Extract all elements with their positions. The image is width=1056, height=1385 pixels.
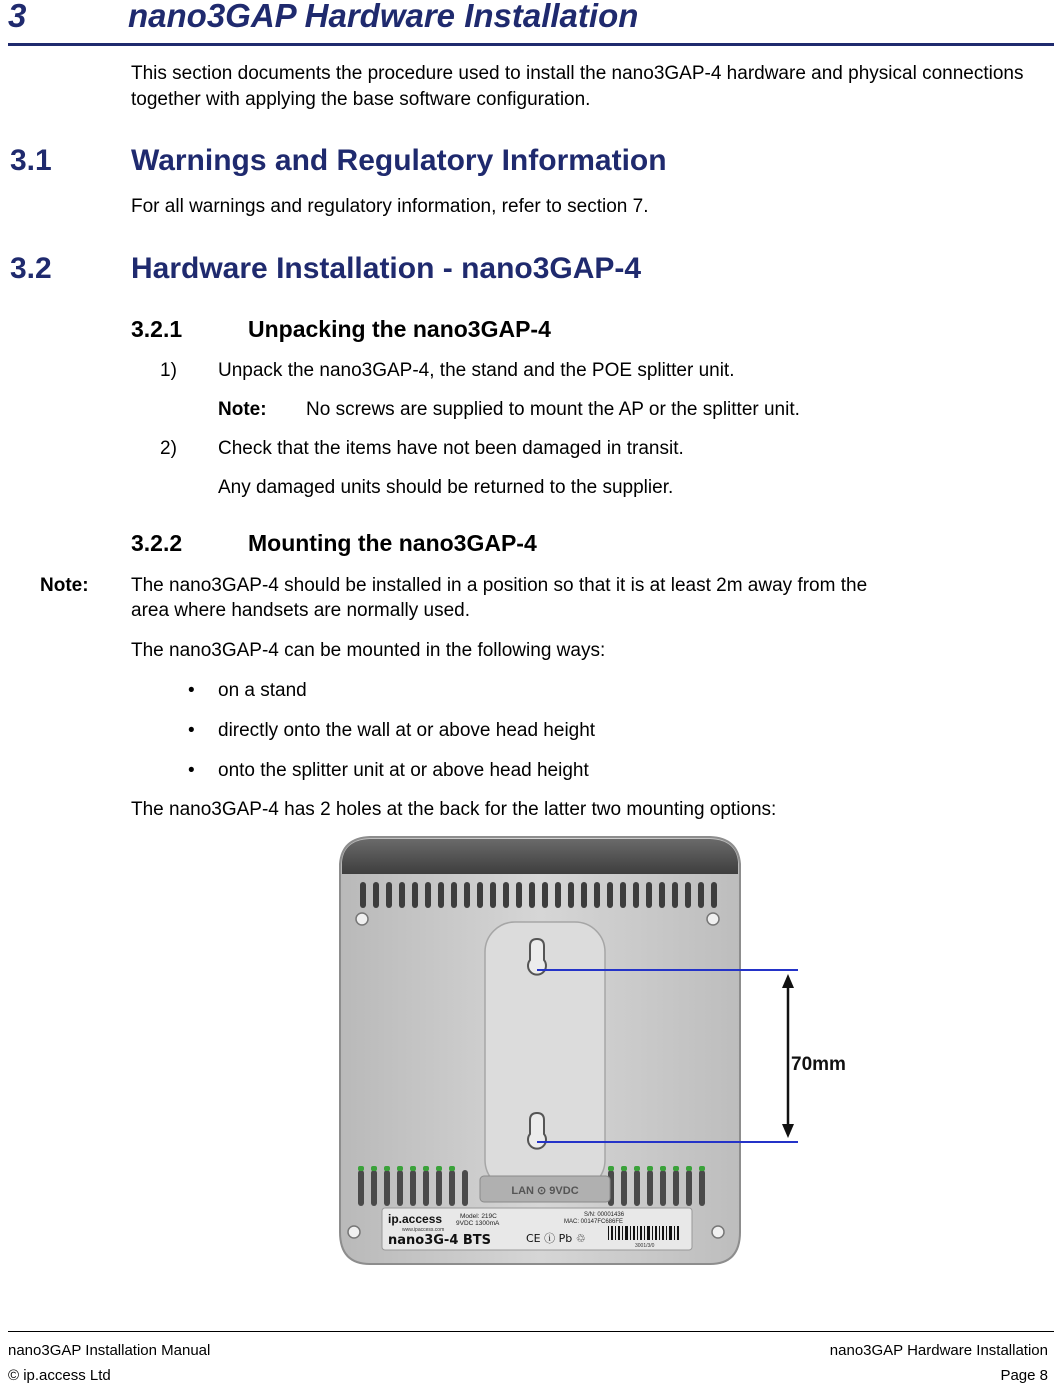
footer-chapter-title: nano3GAP Hardware Installation [829,1342,1048,1359]
mounting-note-line-1: The nano3GAP-4 should be installed in a position so that it is at least 2m away from the [131,575,868,596]
mounting-note-line-2: area where handsets are normally used. [131,600,471,621]
label-brand: ip.access [388,1212,443,1226]
label-power: 9VDC 1300mA [456,1220,500,1227]
footer-rule [8,1331,1054,1332]
section-3-1-number: 3.1 [10,144,52,177]
mounting-note-label: Note: [40,575,89,596]
label-model: Model: 219C [460,1213,497,1220]
page-number: Page 8 [1000,1367,1048,1384]
section-3-1-text: For all warnings and regulatory information, refer to section 7. [131,196,649,217]
footer-copyright: © ip.access Ltd [8,1367,111,1384]
mounting-way-stand: on a stand [218,680,307,701]
label-product-name: nano3G-4 BTS [388,1233,492,1248]
label-mac: MAC: 00147FC686FE [564,1219,624,1225]
device-back-figure [330,834,870,1270]
intro-paragraph: This section documents the procedure used to install the nano3GAP-4 hardware and physical connections together with applying the base software configuration. [131,63,1024,110]
mounting-way-wall: directly onto the wall at or above head height [218,720,596,741]
step-1-text: Unpack the nano3GAP-4, the stand and the POE splitter unit. [218,360,735,381]
section-3-2-1-title: Unpacking the nano3GAP-4 [248,316,551,342]
bullet-dot: • [188,720,195,741]
arrow-head-up [782,974,794,988]
step-2-number: 2) [160,438,177,459]
barcode-text: 3001/3/0 [635,1243,655,1249]
footer-manual-title: nano3GAP Installation Manual [8,1342,211,1359]
bullet-dot: • [188,680,195,701]
step-2-text: Check that the items have not been damaged in transit. [218,438,684,459]
chapter-number: 3 [8,0,27,34]
label-serial: S/N: 00001436 [584,1212,625,1218]
section-3-1-title: Warnings and Regulatory Information [131,144,667,177]
holes-text: The nano3GAP-4 has 2 holes at the back for the latter two mounting options: [131,799,777,820]
ports-label: LAN ⊙ 9VDC [511,1185,579,1197]
chapter-rule [8,43,1054,46]
chapter-title: nano3GAP Hardware Installation [128,0,639,34]
bullet-dot: • [188,760,195,781]
arrow-head-down [782,1124,794,1138]
section-3-2-title: Hardware Installation - nano3GAP-4 [131,252,642,285]
section-3-2-1-number: 3.2.1 [131,316,183,342]
label-compliance-marks: CE ⓘ Pb ♲ [526,1232,586,1245]
step-1-number: 1) [160,360,177,381]
section-3-2-number: 3.2 [10,252,52,285]
section-3-2-2-title: Mounting the nano3GAP-4 [248,530,537,556]
device-top-rail [342,839,738,874]
step-2-subtext: Any damaged units should be returned to the supplier. [218,477,674,498]
label-brand-url: www.ipaccess.com [402,1227,445,1233]
dimension-label: 70mm [791,1054,846,1075]
section-3-2-2-number: 3.2.2 [131,530,183,556]
unpack-note-text: No screws are supplied to mount the AP or the splitter unit. [306,399,800,420]
mounting-ways-intro: The nano3GAP-4 can be mounted in the following ways: [131,640,606,661]
mounting-way-splitter: onto the splitter unit at or above head height [218,760,589,781]
unpack-note-label: Note: [218,399,267,420]
